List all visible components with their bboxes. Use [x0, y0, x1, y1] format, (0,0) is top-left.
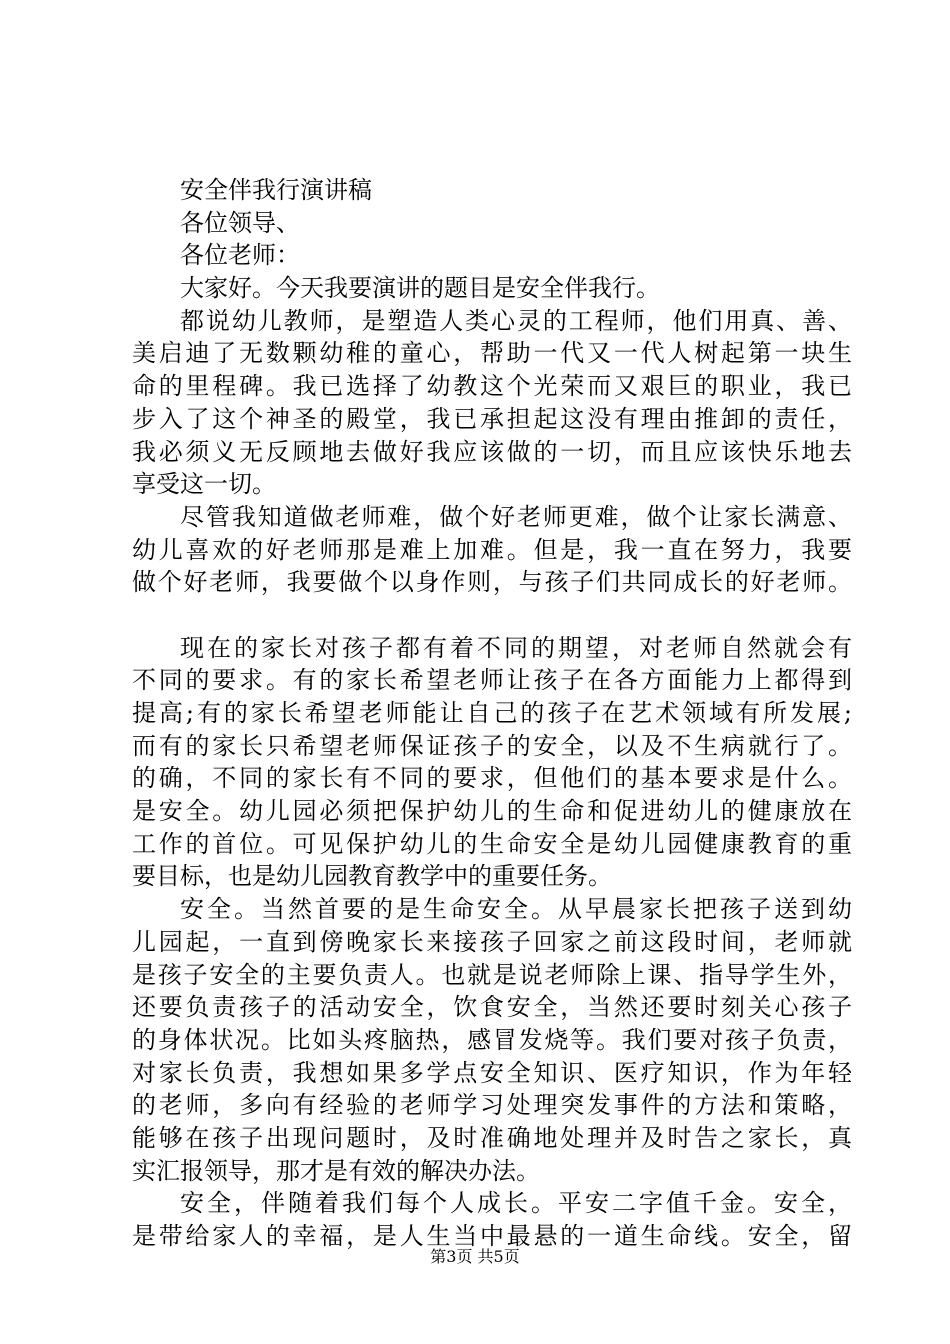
- text-line: 要目标，也是幼儿园教育教学中的重要任务。: [132, 862, 612, 891]
- text-line: 安全。当然首要的是生命安全。从早晨家长把孩子送到幼: [180, 895, 852, 924]
- blank-line: [132, 599, 852, 632]
- text-line: 提高;有的家长希望老师能让自己的孩子在艺术领域有所发展;: [132, 699, 852, 727]
- text-line: 我必须义无反顾地去做好我应该做的一切，而且应该快乐地去: [132, 437, 852, 466]
- text-line: 的确，不同的家长有不同的要求，但他们的基本要求是什么。: [132, 764, 852, 793]
- text-line: 还要负责孩子的活动安全，饮食安全，当然还要时刻关心孩子: [132, 993, 852, 1022]
- text-line: 幼儿喜欢的好老师那是难上加难。但是，我一直在努力，我要: [132, 535, 852, 564]
- text-line: 是带给家人的幸福，是人生当中最悬的一道生命线。安全，留: [132, 1222, 852, 1250]
- text-line: 是安全。幼儿园必须把保护幼儿的生命和促进幼儿的健康放在: [132, 797, 852, 826]
- text-line: 能够在孩子出现问题时，及时准确地处理并及时告之家长，真: [132, 1123, 852, 1152]
- text-line: 都说幼儿教师，是塑造人类心灵的工程师，他们用真、善、: [180, 306, 852, 335]
- text-line: 对家长负责，我想如果多学点安全知识、医疗知识，作为年轻: [132, 1058, 852, 1087]
- text-line: 是孩子安全的主要负责人。也就是说老师除上课、指导学生外，: [132, 960, 852, 989]
- text-line: 各位老师：: [180, 241, 300, 270]
- text-line: 享受这一切。: [132, 470, 276, 499]
- text-line: 尽管我知道做老师难，做个好老师更难，做个让家长满意、: [180, 502, 852, 531]
- text-line: 安全，伴随着我们每个人成长。平安二字值千金。安全，: [180, 1189, 852, 1218]
- text-line: 儿园起，一直到傍晚家长来接孩子回家之前这段时间，老师就: [132, 927, 852, 956]
- text-line: 实汇报领导，那才是有效的解决办法。: [132, 1156, 540, 1185]
- text-line: 做个好老师，我要做个以身作则，与孩子们共同成长的好老师。: [132, 568, 852, 597]
- text-line: 安全伴我行演讲稿: [180, 176, 372, 204]
- page-number-text: 第3页 共5页: [430, 1247, 520, 1266]
- document-body: [132, 174, 852, 1253]
- text-line: 各位领导、: [180, 208, 300, 237]
- text-line: 的身体状况。比如头疼脑热，感冒发烧等。我们要对孩子负责，: [132, 1025, 852, 1054]
- text-line: 美启迪了无数颗幼稚的童心，帮助一代又一代人树起第一块生: [132, 339, 852, 368]
- text-line: 命的里程碑。我已选择了幼教这个光荣而又艰巨的职业，我已: [132, 372, 852, 401]
- text-line: 步入了这个神圣的殿堂，我已承担起这没有理由推卸的责任，: [132, 404, 852, 433]
- text-line: 不同的要求。有的家长希望老师让孩子在各方面能力上都得到: [132, 666, 852, 695]
- text-line: 工作的首位。可见保护幼儿的生命安全是幼儿园健康教育的重: [132, 829, 852, 858]
- text-line: 现在的家长对孩子都有着不同的期望，对老师自然就会有: [180, 633, 852, 662]
- text-line: 而有的家长只希望老师保证孩子的安全，以及不生病就行了。: [132, 731, 852, 760]
- page-footer: [0, 1244, 950, 1267]
- text-line: 大家好。今天我要演讲的题目是安全伴我行。: [180, 274, 660, 303]
- text-line: 的老师，多向有经验的老师学习处理突发事件的方法和策略，: [132, 1091, 852, 1120]
